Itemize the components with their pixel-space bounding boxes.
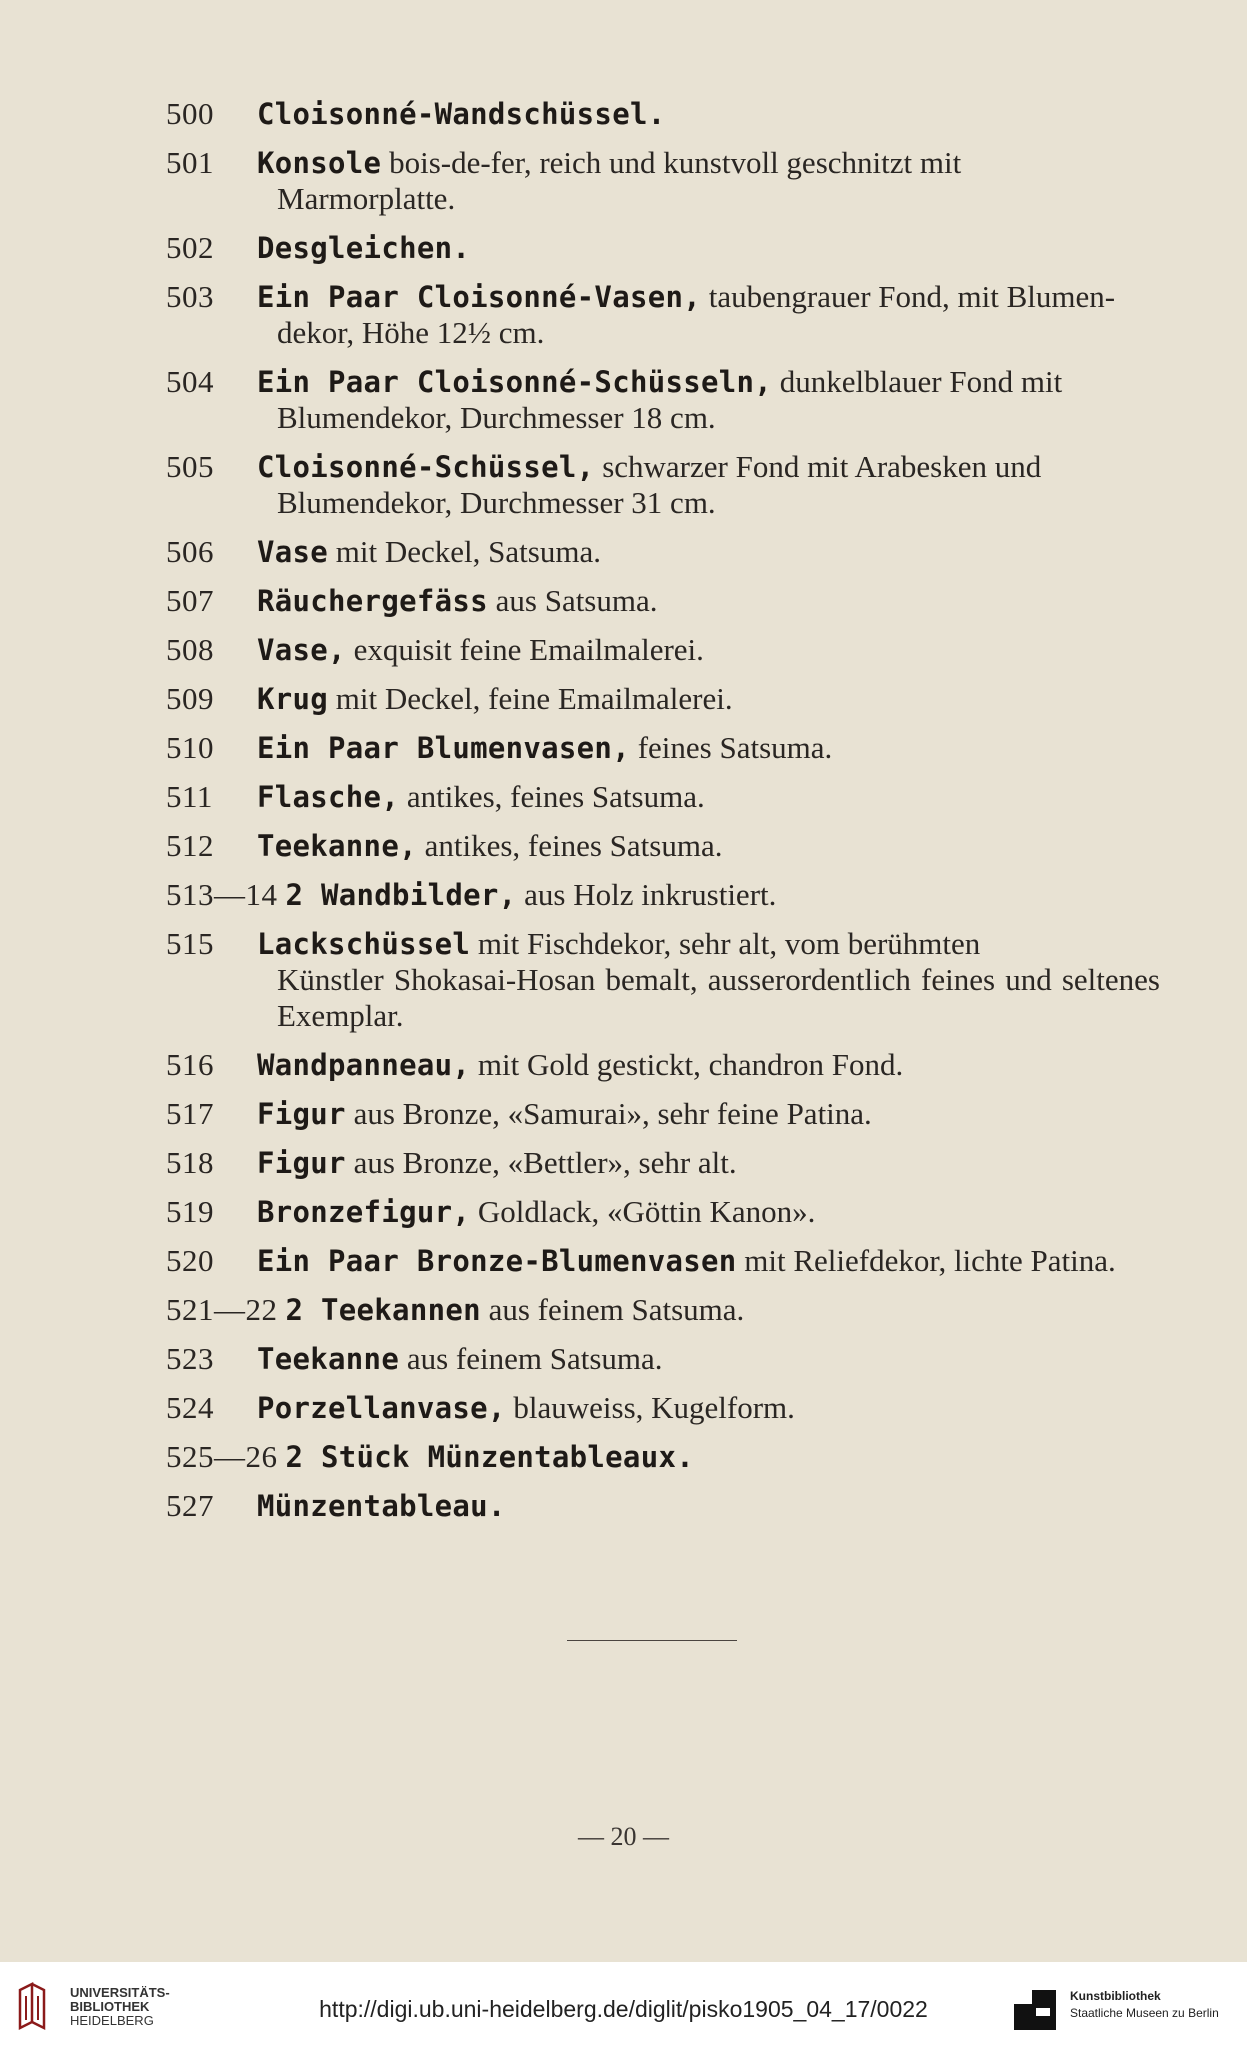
entry-description: taubengrauer Fond, mit Blumen- (708, 279, 1116, 314)
catalog-entry (166, 926, 1160, 1034)
catalog-entry (166, 828, 1160, 864)
entry-number: 527 (166, 1488, 214, 1523)
kb-subtitle: Staatliche Museen zu Berlin (1070, 2006, 1219, 2020)
entry-heading: 2 Stück Münzentableaux. (285, 1440, 694, 1474)
entry-continuation: Blumendekor, Durchmesser 18 cm. (277, 400, 716, 435)
catalog-entry (166, 1194, 1160, 1230)
entry-description: mit Reliefdekor, lichte Patina. (744, 1243, 1116, 1278)
entry-heading: Teekanne, (257, 829, 417, 863)
catalog-entry (166, 96, 1160, 132)
catalog-entry (166, 1145, 1160, 1181)
entry-description: antikes, feines Satsuma. (424, 828, 723, 863)
catalog-entry (166, 364, 1160, 436)
entry-number: 521—22 (166, 1292, 278, 1327)
entry-heading: Lackschüssel (257, 927, 471, 961)
entry-number: 524 (166, 1390, 214, 1425)
entry-heading: Figur (257, 1146, 346, 1180)
entry-description: aus Satsuma. (495, 583, 658, 618)
entry-description: blauweiss, Kugelform. (513, 1390, 795, 1425)
entry-number: 502 (166, 230, 214, 265)
entry-number: 515 (166, 926, 214, 961)
catalog-entry (166, 583, 1160, 619)
entry-description: mit Fischdekor, sehr alt, vom berühmten (477, 926, 981, 961)
entry-number: 511 (166, 779, 213, 814)
entry-heading: Krug (257, 682, 329, 716)
entry-number: 523 (166, 1341, 214, 1376)
entry-heading: Desgleichen. (257, 231, 471, 265)
entry-number: 520 (166, 1243, 214, 1278)
entry-number: 500 (166, 96, 214, 131)
entry-heading: Vase, (257, 633, 346, 667)
entry-heading: Teekanne (257, 1342, 400, 1376)
entry-number: 510 (166, 730, 214, 765)
entry-heading: Cloisonné-Schüssel, (257, 450, 595, 484)
entry-description: bois-de-fer, reich und kunstvoll geschnitzt mit (389, 145, 962, 180)
entry-description: antikes, feines Satsuma. (406, 779, 705, 814)
entry-description: aus feinem Satsuma. (488, 1292, 745, 1327)
entry-heading: Figur (257, 1097, 346, 1131)
entry-description: schwarzer Fond mit Arabesken und (602, 449, 1042, 484)
entry-description: aus feinem Satsuma. (406, 1341, 663, 1376)
catalog-entry (166, 1439, 1160, 1475)
entry-description: mit Deckel, feine Emailmalerei. (335, 681, 733, 716)
library-line-3: HEIDELBERG (70, 2013, 154, 2028)
catalog-entry (166, 1341, 1160, 1377)
entry-number: 525—26 (166, 1439, 278, 1474)
end-rule (567, 1640, 737, 1641)
entry-number: 517 (166, 1096, 214, 1131)
entry-description: exquisit feine Emailmalerei. (353, 632, 704, 667)
catalog-entries (166, 96, 1160, 1537)
catalog-entry (166, 730, 1160, 766)
kb-title: Kunstbibliothek (1070, 1989, 1161, 2003)
entry-number: 508 (166, 632, 214, 667)
permalink-url[interactable]: http://digi.ub.uni-heidelberg.de/diglit/pisko1905_04_17/0022 (319, 1996, 928, 2022)
entry-number: 505 (166, 449, 214, 484)
page-number: — 20 — (578, 1822, 669, 1851)
entry-continuation: Marmorplatte. (277, 181, 456, 216)
entry-number: 503 (166, 279, 214, 314)
catalog-entry (166, 779, 1160, 815)
entry-number: 506 (166, 534, 214, 569)
entry-heading: Ein Paar Cloisonné-Vasen, (257, 280, 701, 314)
entry-number: 518 (166, 1145, 214, 1180)
entry-heading: Bronzefigur, (257, 1195, 471, 1229)
catalog-entry (166, 1390, 1160, 1426)
entry-continuation: dekor, Höhe 12½ cm. (277, 315, 545, 350)
entry-description: mit Deckel, Satsuma. (335, 534, 601, 569)
entry-number: 509 (166, 681, 214, 716)
entry-heading: Münzentableau. (257, 1489, 506, 1523)
library-line-2: BIBLIOTHEK (70, 1999, 150, 2014)
catalog-entry (166, 1243, 1160, 1279)
catalog-entry (166, 230, 1160, 266)
entry-heading: Konsole (257, 146, 382, 180)
entry-heading: Ein Paar Blumenvasen, (257, 731, 630, 765)
entry-description: aus Bronze, «Bettler», sehr alt. (353, 1145, 737, 1180)
catalog-entry (166, 632, 1160, 668)
entry-heading: Cloisonné-Wandschüssel. (257, 97, 666, 131)
entry-heading: 2 Teekannen (285, 1293, 481, 1327)
entry-description: Goldlack, «Göttin Kanon». (477, 1194, 816, 1229)
entry-number: 512 (166, 828, 214, 863)
entry-description: dunkelblauer Fond mit (779, 364, 1063, 399)
catalog-entry (166, 877, 1160, 913)
entry-heading: Räuchergefäss (257, 584, 488, 618)
entry-number: 504 (166, 364, 214, 399)
entry-heading: Ein Paar Cloisonné-Schüsseln, (257, 365, 773, 399)
catalog-entry (166, 145, 1160, 217)
catalog-entry (166, 279, 1160, 351)
entry-description: aus Bronze, «Samurai», sehr feine Patina. (353, 1096, 872, 1131)
entry-heading: Vase (257, 535, 329, 569)
catalog-entry (166, 1292, 1160, 1328)
entry-heading: Ein Paar Bronze-Blumenvasen (257, 1244, 737, 1278)
entry-description: feines Satsuma. (637, 730, 833, 765)
entry-heading: Flasche, (257, 780, 400, 814)
entry-continuation: Künstler Shokasai-Hosan bemalt, ausserordentlich feines und seltenes Exemplar. (277, 962, 1160, 1033)
entry-description: mit Gold gestickt, chandron Fond. (477, 1047, 904, 1082)
catalog-entry (166, 1096, 1160, 1132)
entry-heading: Porzellanvase, (257, 1391, 506, 1425)
entry-number: 501 (166, 145, 214, 180)
entry-continuation: Blumendekor, Durchmesser 31 cm. (277, 485, 716, 520)
entry-number: 516 (166, 1047, 214, 1082)
library-line-1: UNIVERSITÄTS- (70, 1985, 170, 2000)
kunstbibliothek-logo-icon (1012, 1988, 1058, 2032)
catalog-entry (166, 1047, 1160, 1083)
entry-number: 507 (166, 583, 214, 618)
entry-description: aus Holz inkrustiert. (524, 877, 777, 912)
viewer-footer (0, 1962, 1247, 2055)
catalog-entry (166, 681, 1160, 717)
entry-heading: Wandpanneau, (257, 1048, 471, 1082)
catalog-entry (166, 1488, 1160, 1524)
catalog-entry (166, 449, 1160, 521)
entry-heading: 2 Wandbilder, (285, 878, 517, 912)
entry-number: 513—14 (166, 877, 278, 912)
entry-number: 519 (166, 1194, 214, 1229)
catalog-entry (166, 534, 1160, 570)
kunstbibliothek-name (1070, 1988, 1219, 2022)
